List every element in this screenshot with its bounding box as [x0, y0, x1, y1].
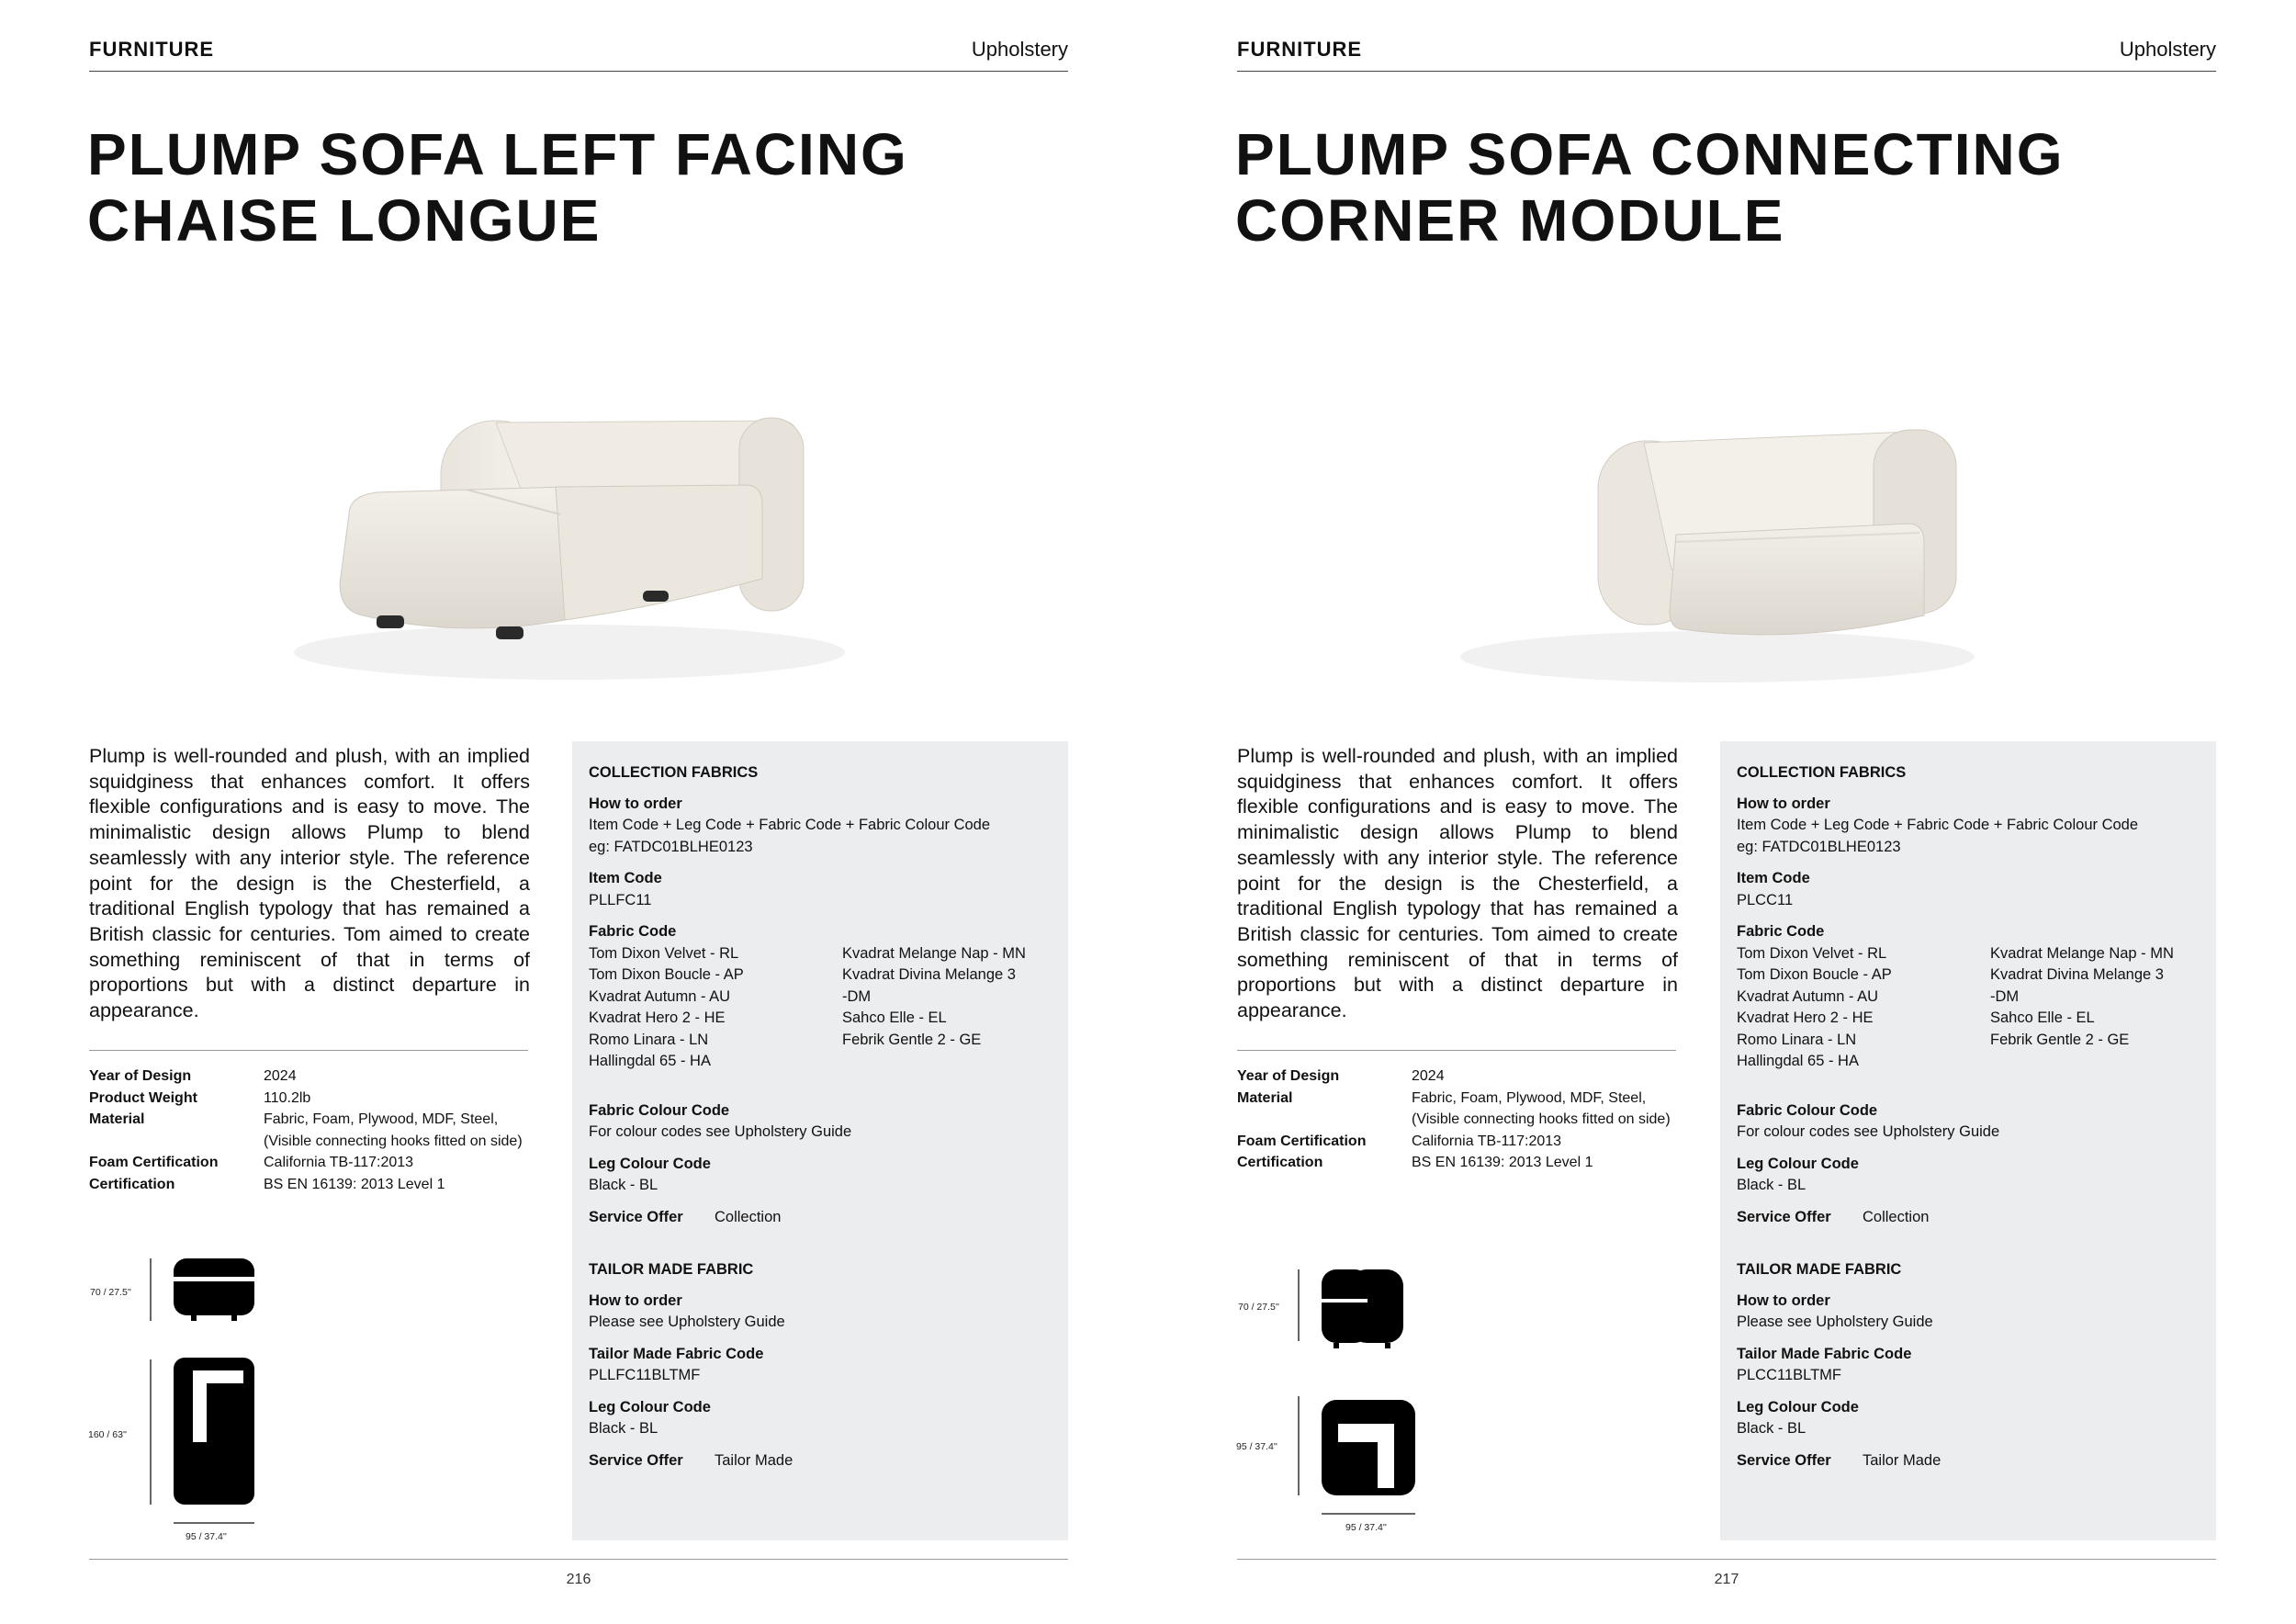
fabric-item: Febrik Gentle 2 - GE — [1990, 1031, 2130, 1048]
fabrics-panel — [572, 741, 1068, 1540]
tailor-service-offer — [589, 1450, 1066, 1472]
spec-value: Fabric, Foam, Plywood, MDF, Steel, (Visible connecting hooks fitted on side) — [1412, 1089, 1671, 1127]
product-title — [1235, 121, 2065, 254]
how-to-order — [589, 794, 1066, 859]
tailor-how-to-order — [1737, 1291, 2214, 1334]
how-to-order-label: How to order — [589, 1291, 682, 1309]
leg-colour-text: Black - BL — [589, 1177, 658, 1193]
title-line-1: PLUMP SOFA LEFT FACING — [87, 121, 908, 187]
leg-colour-text: Black - BL — [1737, 1420, 1806, 1437]
fabric-colour-label: Fabric Colour Code — [1737, 1101, 1878, 1119]
divider — [1237, 1050, 1676, 1051]
spec-value: 2024 — [264, 1068, 297, 1084]
dimension-diagram — [1231, 1258, 1433, 1552]
service-offer-label: Service Offer — [589, 1208, 683, 1225]
how-to-order-text: Please see Upholstery Guide — [1737, 1314, 1933, 1330]
how-to-order-text: Please see Upholstery Guide — [589, 1314, 785, 1330]
width-dimension: 95 / 37.4'' — [186, 1531, 227, 1542]
spec-row — [89, 1174, 539, 1196]
fabric-code-label: Fabric Code — [589, 923, 677, 940]
fabric-code-block — [589, 921, 1066, 1073]
spec-label: Year of Design — [1237, 1068, 1340, 1084]
section-label: Upholstery — [971, 38, 1068, 61]
product-description: Plump is well-rounded and plush, with an implied squidginess that enhances comfort. It offers flexible configurations and is easy to move. The minimalistic design allows Plump to blend seamlessly with any interior style. The reference point for the design is the Chesterfield, a traditional English typology that has remained a British classic for centuries. Tom aimed to create something reminiscent of that in terms of proportions but with a distinct departure in appearance. — [89, 745, 530, 1022]
fabric-item: -DM — [842, 987, 872, 1005]
fabric-item: Kvadrat Melange Nap - MN — [842, 944, 1026, 962]
fabric-item: Kvadrat Hero 2 - HE — [1737, 1009, 1874, 1026]
divider — [89, 1050, 528, 1051]
title-line-2: CORNER MODULE — [1235, 187, 1785, 254]
service-offer-label: Service Offer — [1737, 1451, 1831, 1469]
fabric-colour-label: Fabric Colour Code — [589, 1101, 730, 1119]
category-label: FURNITURE — [1237, 38, 1363, 61]
depth-dimension: 160 / 63'' — [88, 1429, 127, 1440]
service-offer-label: Service Offer — [1737, 1208, 1831, 1225]
service-offer-value: Tailor Made — [1863, 1451, 1941, 1469]
collection-fabrics-title: COLLECTION FABRICS — [589, 764, 759, 781]
collection-fabrics-title: COLLECTION FABRICS — [1737, 764, 1907, 781]
item-code-block — [1737, 868, 2214, 911]
leg-colour-label: Leg Colour Code — [589, 1398, 711, 1415]
fabric-item: Tom Dixon Boucle - AP — [1737, 966, 1892, 983]
spec-value: BS EN 16139: 2013 Level 1 — [264, 1176, 445, 1192]
service-offer — [1737, 1207, 2214, 1229]
order-example: eg: FATDC01BLHE0123 — [589, 838, 753, 855]
plan-view-icon — [1322, 1400, 1415, 1495]
fabric-colour-text: For colour codes see Upholstery Guide — [1737, 1123, 2000, 1140]
how-to-order-label: How to order — [589, 795, 682, 812]
tailor-made-title: TAILOR MADE FABRIC — [589, 1261, 754, 1278]
height-dimension: 70 / 27.5'' — [1238, 1302, 1279, 1313]
footer-divider — [1237, 1559, 2216, 1560]
spec-row — [1237, 1088, 1687, 1131]
service-offer-value: Tailor Made — [715, 1451, 793, 1469]
catalog-page-217 — [1148, 0, 2296, 1624]
service-offer-value: Collection — [715, 1208, 782, 1225]
product-photo — [1396, 395, 2039, 698]
fabric-item: Tom Dixon Boucle - AP — [589, 966, 744, 983]
spec-row — [1237, 1131, 1687, 1153]
fabric-item: Hallingdal 65 - HA — [589, 1053, 711, 1069]
item-code-label: Item Code — [589, 870, 662, 886]
fabric-code-label: Fabric Code — [1737, 923, 1825, 940]
leg-colour-block — [589, 1154, 1066, 1197]
fabric-list — [589, 943, 1066, 1073]
spec-row — [89, 1066, 539, 1088]
spec-row — [89, 1109, 539, 1152]
leg-colour-text: Black - BL — [589, 1420, 658, 1437]
fabric-item: Kvadrat Divina Melange 3 — [842, 966, 1016, 983]
tailor-code-block — [589, 1344, 1066, 1387]
spec-label: Foam Certification — [1237, 1133, 1367, 1149]
plan-view-icon — [174, 1358, 254, 1505]
leg-colour-block — [1737, 1154, 2214, 1197]
fabric-item: Romo Linara - LN — [589, 1031, 709, 1048]
fabric-item: -DM — [1990, 987, 2020, 1005]
spec-value: California TB-117:2013 — [1412, 1133, 1562, 1149]
title-line-2: CHAISE LONGUE — [87, 187, 602, 254]
leg-colour-label: Leg Colour Code — [1737, 1155, 1859, 1172]
how-to-order-label: How to order — [1737, 1291, 1830, 1309]
spec-label: Certification — [89, 1176, 175, 1192]
page-header — [1237, 37, 2216, 72]
spec-label: Year of Design — [89, 1068, 192, 1084]
title-line-1: PLUMP SOFA CONNECTING — [1235, 121, 2065, 187]
fabric-item: Kvadrat Autumn - AU — [1737, 987, 1879, 1005]
fabric-list — [1737, 943, 2214, 1073]
page-header — [89, 37, 1068, 72]
fabric-item: Febrik Gentle 2 - GE — [842, 1031, 982, 1048]
how-to-order-text: Item Code + Leg Code + Fabric Code + Fabric Colour Code — [1737, 817, 2139, 833]
service-offer — [589, 1207, 1066, 1229]
spec-row — [1237, 1066, 1687, 1088]
service-offer-value: Collection — [1863, 1208, 1930, 1225]
service-offer-label: Service Offer — [589, 1451, 683, 1469]
tailor-code-label: Tailor Made Fabric Code — [589, 1345, 764, 1362]
fabric-colour-text: For colour codes see Upholstery Guide — [589, 1123, 852, 1140]
fabric-item: Romo Linara - LN — [1737, 1031, 1857, 1048]
leg-colour-text: Black - BL — [1737, 1177, 1806, 1193]
tailor-code: PLLFC11BLTMF — [589, 1367, 701, 1383]
order-example: eg: FATDC01BLHE0123 — [1737, 838, 1901, 855]
spec-value: Fabric, Foam, Plywood, MDF, Steel, (Visible connecting hooks fitted on side) — [264, 1111, 523, 1149]
spec-value: 110.2lb — [264, 1089, 311, 1106]
product-title — [87, 121, 908, 254]
tailor-leg-colour-block — [589, 1397, 1066, 1440]
spec-table — [89, 1066, 539, 1195]
item-code-label: Item Code — [1737, 870, 1810, 886]
width-dimension: 95 / 37.4'' — [1345, 1522, 1387, 1533]
spec-value: BS EN 16139: 2013 Level 1 — [1412, 1155, 1593, 1170]
product-description: Plump is well-rounded and plush, with an implied squidginess that enhances comfort. It offers flexible configurations and is easy to move. The minimalistic design allows Plump to blend seamlessly with any interior style. The reference point for the design is the Chesterfield, a traditional English typology that has remained a British classic for centuries. Tom aimed to create something reminiscent of that in terms of proportions but with a distinct departure in appearance. — [1237, 745, 1678, 1022]
leg-colour-label: Leg Colour Code — [589, 1155, 711, 1172]
depth-dimension: 95 / 37.4'' — [1236, 1441, 1277, 1452]
tailor-code: PLCC11BLTMF — [1737, 1367, 1842, 1383]
page-number: 217 — [1714, 1572, 1739, 1587]
fabrics-panel — [1720, 741, 2216, 1540]
tailor-leg-colour-block — [1737, 1397, 2214, 1440]
spec-label: Material — [1237, 1089, 1293, 1106]
fabric-item: Tom Dixon Velvet - RL — [1737, 944, 1887, 962]
fabric-item — [1990, 1051, 2211, 1073]
item-code: PLCC11 — [1737, 891, 1794, 908]
how-to-order-text: Item Code + Leg Code + Fabric Code + Fabric Colour Code — [589, 817, 991, 833]
fabric-item: Tom Dixon Velvet - RL — [589, 944, 739, 962]
fabric-code-block — [1737, 921, 2214, 1073]
dimension-diagram — [83, 1249, 285, 1552]
tailor-code-label: Tailor Made Fabric Code — [1737, 1345, 1912, 1362]
fabric-colour-block — [1737, 1100, 2214, 1144]
spec-value: 2024 — [1412, 1068, 1445, 1084]
category-label: FURNITURE — [89, 38, 215, 61]
page-number: 216 — [566, 1572, 591, 1587]
spec-label: Certification — [1237, 1155, 1323, 1170]
tailor-code-block — [1737, 1344, 2214, 1387]
how-to-order — [1737, 794, 2214, 859]
spec-value: California TB-117:2013 — [264, 1155, 414, 1170]
fabric-item: Kvadrat Autumn - AU — [589, 987, 731, 1005]
item-code: PLLFC11 — [589, 891, 652, 908]
side-elevation-icon — [1322, 1269, 1403, 1348]
fabric-item: Kvadrat Melange Nap - MN — [1990, 944, 2174, 962]
fabric-colour-block — [589, 1100, 1066, 1144]
spec-row — [89, 1088, 539, 1110]
spec-label: Material — [89, 1111, 145, 1127]
tailor-how-to-order — [589, 1291, 1066, 1334]
fabric-item: Sahco Elle - EL — [842, 1009, 947, 1026]
section-label: Upholstery — [2119, 38, 2216, 61]
fabric-item: Sahco Elle - EL — [1990, 1009, 2095, 1026]
footer-divider — [89, 1559, 1068, 1560]
height-dimension: 70 / 27.5'' — [90, 1287, 131, 1298]
spec-label: Product Weight — [89, 1089, 197, 1106]
product-photo — [248, 395, 891, 698]
side-elevation-icon — [174, 1258, 254, 1321]
spec-row — [89, 1152, 539, 1174]
fabric-item: Kvadrat Divina Melange 3 — [1990, 966, 2164, 983]
spec-table — [1237, 1066, 1687, 1174]
how-to-order-label: How to order — [1737, 795, 1830, 812]
fabric-item: Kvadrat Hero 2 - HE — [589, 1009, 726, 1026]
leg-colour-label: Leg Colour Code — [1737, 1398, 1859, 1415]
spec-label: Foam Certification — [89, 1155, 219, 1170]
tailor-service-offer — [1737, 1450, 2214, 1472]
tailor-made-title: TAILOR MADE FABRIC — [1737, 1261, 1902, 1278]
fabric-item: Hallingdal 65 - HA — [1737, 1053, 1859, 1069]
spec-row — [1237, 1152, 1687, 1174]
item-code-block — [589, 868, 1066, 911]
fabric-item — [842, 1051, 1063, 1073]
